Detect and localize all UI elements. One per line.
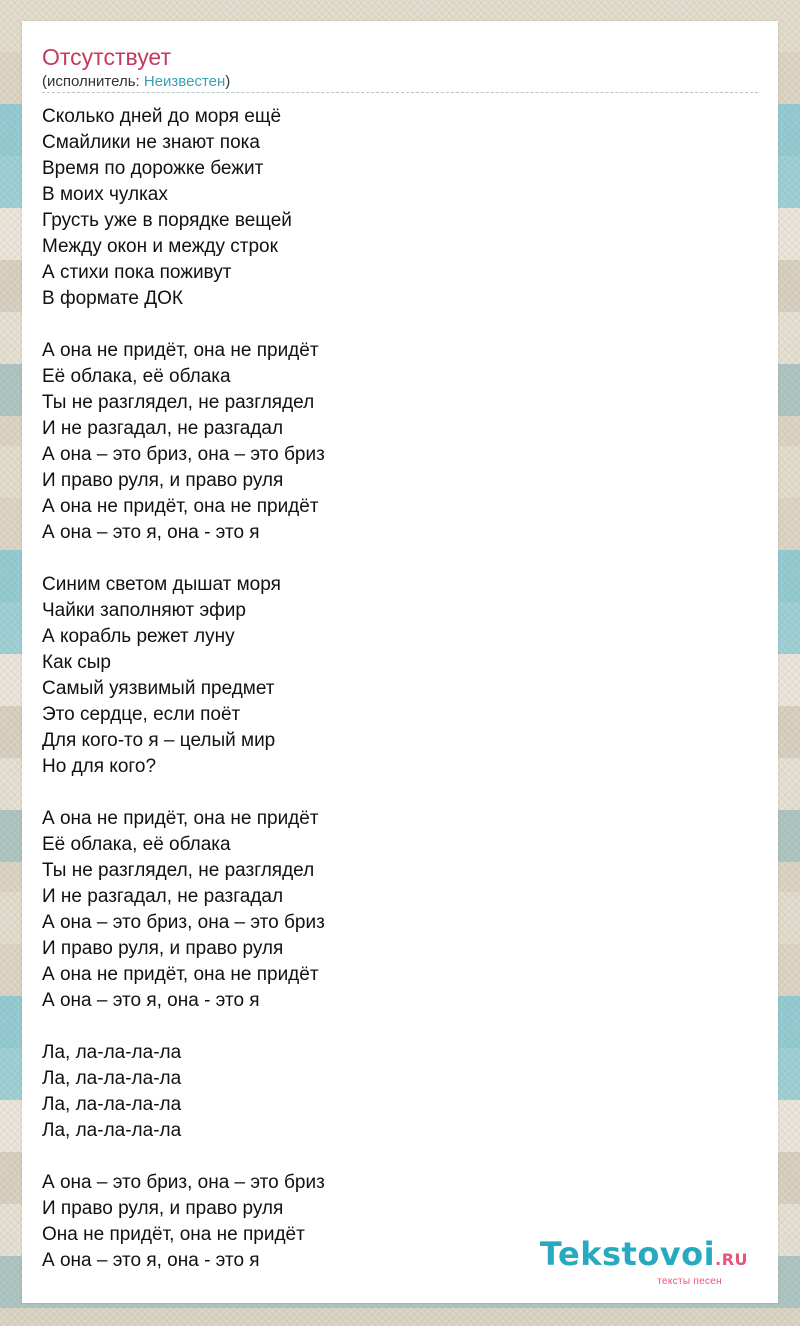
artist-prefix: (исполнитель:	[42, 73, 144, 90]
lyric-line: Её облака, её облака	[42, 834, 231, 855]
lyric-line: И право руля, и право руля	[42, 1198, 284, 1219]
stanza-break	[42, 312, 742, 338]
lyric-line: А она не придёт, она не придёт	[42, 964, 319, 985]
logo-main-text: Tekstovoi	[539, 1235, 716, 1273]
stanza-break	[42, 1014, 742, 1040]
lyric-line: Для кого-то я – целый мир	[42, 730, 276, 751]
lyric-line: Она не придёт, она не придёт	[42, 1224, 305, 1245]
lyric-line: И не разгадал, не разгадал	[42, 886, 284, 907]
lyric-line: Время по дорожке бежит	[42, 158, 264, 179]
lyric-line: Но для кого?	[42, 756, 157, 777]
artist-link[interactable]: Неизвестен	[143, 73, 226, 90]
artist-line	[42, 72, 230, 92]
lyric-line: Грусть уже в порядке вещей	[42, 210, 292, 231]
lyric-line: Как сыр	[42, 652, 111, 673]
lyric-line: А она – это я, она - это я	[42, 990, 260, 1011]
lyric-line: Сколько дней до моря ещё	[42, 106, 282, 127]
logo-tld: .RU	[715, 1250, 748, 1269]
logo-wordmark	[540, 1237, 748, 1277]
lyric-line: И право руля, и право руля	[42, 938, 284, 959]
lyric-line: А она – это бриз, она – это бриз	[42, 1172, 325, 1193]
lyric-line: А стихи пока поживут	[42, 262, 232, 283]
lyric-line: Самый уязвимый предмет	[42, 678, 275, 699]
title-divider	[42, 92, 758, 93]
lyric-line: В моих чулках	[42, 184, 168, 205]
lyric-line: Ла, ла-ла-ла-ла	[42, 1120, 182, 1141]
stanza-break	[42, 546, 742, 572]
lyric-line: Её облака, её облака	[42, 366, 231, 387]
lyric-line: А корабль режет луну	[42, 626, 235, 647]
lyric-line: А она не придёт, она не придёт	[42, 808, 319, 829]
stanza-break	[42, 780, 742, 806]
song-title: Отсутствует	[42, 44, 171, 70]
lyric-line: И право руля, и право руля	[42, 470, 284, 491]
lyric-line: Ла, ла-ла-ла-ла	[42, 1068, 182, 1089]
lyrics-body	[42, 104, 742, 1274]
site-logo[interactable]	[540, 1237, 748, 1287]
artist-suffix: )	[225, 73, 231, 90]
lyric-line: Ла, ла-ла-ла-ла	[42, 1094, 182, 1115]
lyric-line: А она – это я, она - это я	[42, 1250, 260, 1271]
lyric-line: Ла, ла-ла-ла-ла	[42, 1042, 182, 1063]
lyric-line: Чайки заполняют эфир	[42, 600, 246, 621]
lyric-line: В формате ДОК	[42, 288, 183, 309]
lyrics-card	[22, 21, 778, 1303]
lyric-line: Это сердце, если поёт	[42, 704, 241, 725]
lyric-line: А она не придёт, она не придёт	[42, 340, 319, 361]
stanza-break	[42, 1144, 742, 1170]
lyric-line: Синим светом дышат моря	[42, 574, 281, 595]
logo-tagline: тексты песен	[657, 1276, 722, 1287]
lyric-line: А она – это я, она - это я	[42, 522, 260, 543]
lyric-line: А она – это бриз, она – это бриз	[42, 444, 325, 465]
lyric-line: Ты не разглядел, не разглядел	[42, 860, 315, 881]
lyric-line: А она – это бриз, она – это бриз	[42, 912, 325, 933]
lyric-line: Между окон и между строк	[42, 236, 278, 257]
lyric-line: Смайлики не знают пока	[42, 132, 260, 153]
lyric-line: А она не придёт, она не придёт	[42, 496, 319, 517]
lyric-line: И не разгадал, не разгадал	[42, 418, 284, 439]
lyric-line: Ты не разглядел, не разглядел	[42, 392, 315, 413]
